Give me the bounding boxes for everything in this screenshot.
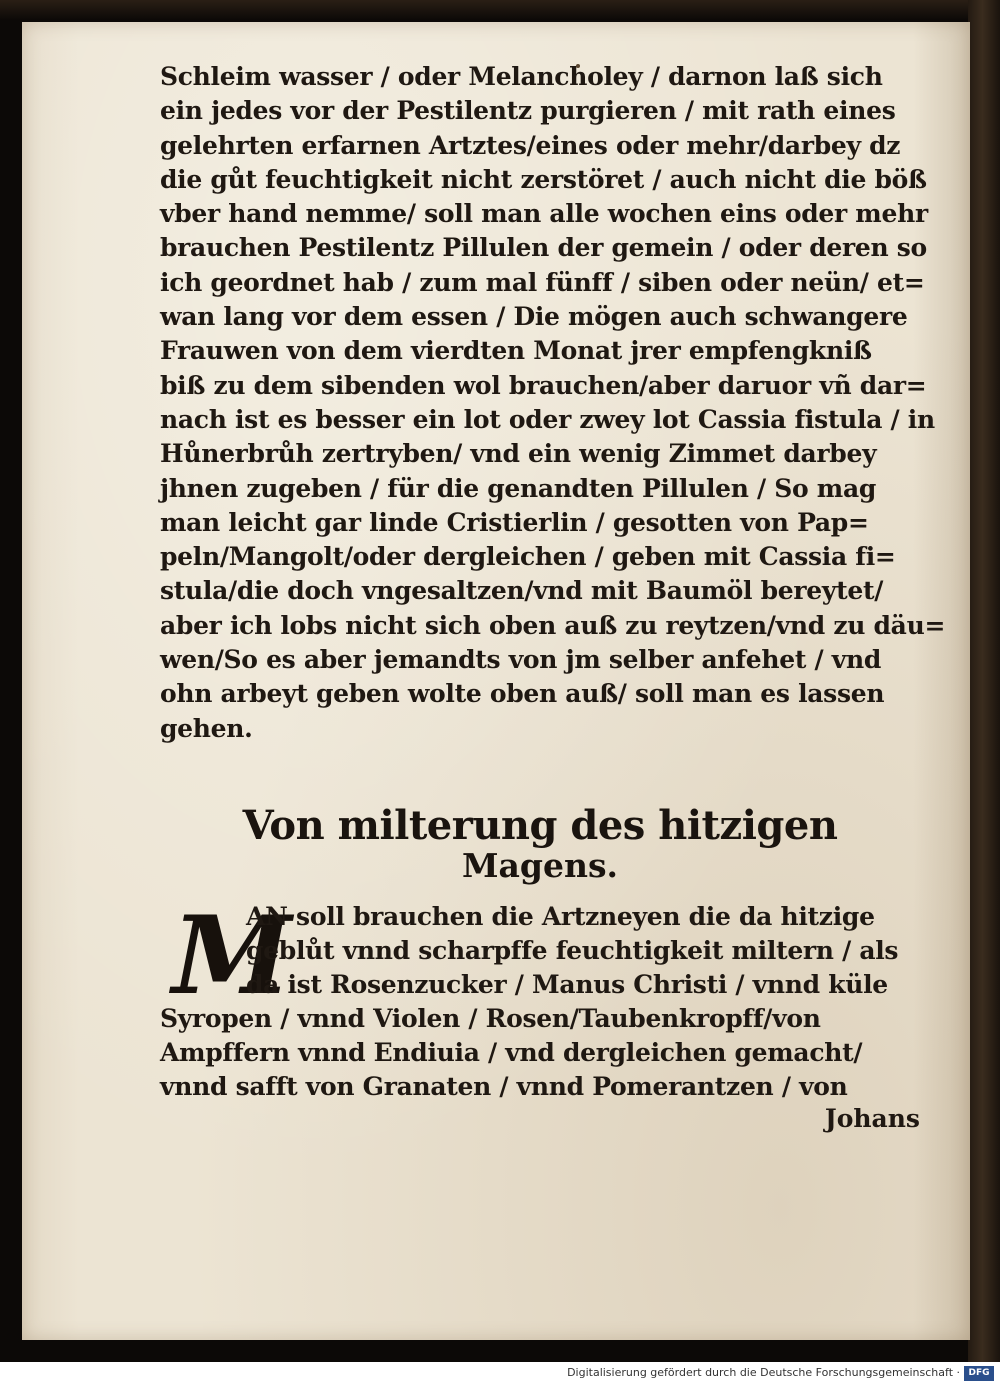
body-line: die gůt feuchtigkeit nicht zerstöret / auch nicht die böß [160,164,927,194]
body-line: man leicht gar linde Cristierlin / gesotten von Pap= [160,507,869,537]
paragraph-line: vnnd safft von Granaten / vnnd Pomerantzen / von [160,1072,848,1101]
body-line: vber hand nemme/ soll man alle wochen eins oder mehr [160,199,928,229]
footer-bar [0,1362,1000,1386]
paragraph-line: Ampffern vnnd Endiuia / vnd dergleichen gemacht/ [160,1038,863,1067]
body-line: ein jedes vor der Pestilentz purgieren / mit rath eines [160,96,896,126]
body-line: Frauwen von dem vierdten Monat jrer empfengkniß [160,336,872,366]
body-line: ich geordnet hab / zum mal fünff / siben oder neün/ et= [160,267,925,297]
paragraph-line: da ist Rosenzucker / Manus Christi / vnnd küle [246,970,888,999]
section-heading [160,800,920,886]
dfg-logo: DFG [964,1366,994,1381]
catchword: Johans [824,1104,920,1133]
footer-credit: Digitalisierung gefördert durch die Deutsche Forschungsgemeinschaft · [567,1366,960,1379]
body-line: wen/So es aber jemandts von jm selber anfehet / vnd [160,645,882,675]
book-edge-top [0,0,1000,20]
paragraph-line: AN soll brauchen die Artzneyen die da hitzige [246,902,875,931]
body-line: peln/Mangolt/oder dergleichen / geben mit Cassia fi= [160,542,896,572]
paragraph-line: Syropen / vnnd Violen / Rosen/Taubenkropff/von [160,1004,821,1033]
section-heading-line-2: Magens. [461,846,619,885]
section-paragraph [160,893,920,1104]
body-line: ohn arbeyt geben wolte oben auß/ soll man es lassen [160,679,885,709]
body-line: jhnen zugeben / für die genandten Pillulen / So mag [160,473,877,503]
book-edge-right [968,0,1000,1362]
body-line: aber ich lobs nicht sich oben auß zu reytzen/vnd zu däu= [160,610,946,640]
body-line: brauchen Pestilentz Pillulen der gemein / oder deren so [160,233,927,263]
body-line: Schleim wasser / oder Melancholey / darnon laß sich [160,62,883,91]
body-line: biß zu dem sibenden wol brauchen/aber daruor vñ dar= [160,370,927,400]
body-line: stula/die doch vngesaltzen/vnd mit Baumöl bereytet/ [160,576,884,606]
body-line: Hůnerbrůh zertryben/ vnd ein wenig Zimmet darbey [160,439,877,469]
paragraph-line: geblůt vnnd scharpffe feuchtigkeit miltern / als [246,936,899,965]
body-line: wan lang vor dem essen / Die mögen auch schwangere [160,302,908,332]
body-text [160,60,946,746]
drop-cap-initial: M [172,893,292,1019]
body-line: nach ist es besser ein lot oder zwey lot Cassia fistula / in [160,404,935,434]
body-line: gehen. [160,713,253,743]
body-line: gelehrten erfarnen Artztes/eines oder mehr/darbey dz [160,130,901,160]
section-heading-line-1: Von milterung des hitzigen [242,802,838,849]
